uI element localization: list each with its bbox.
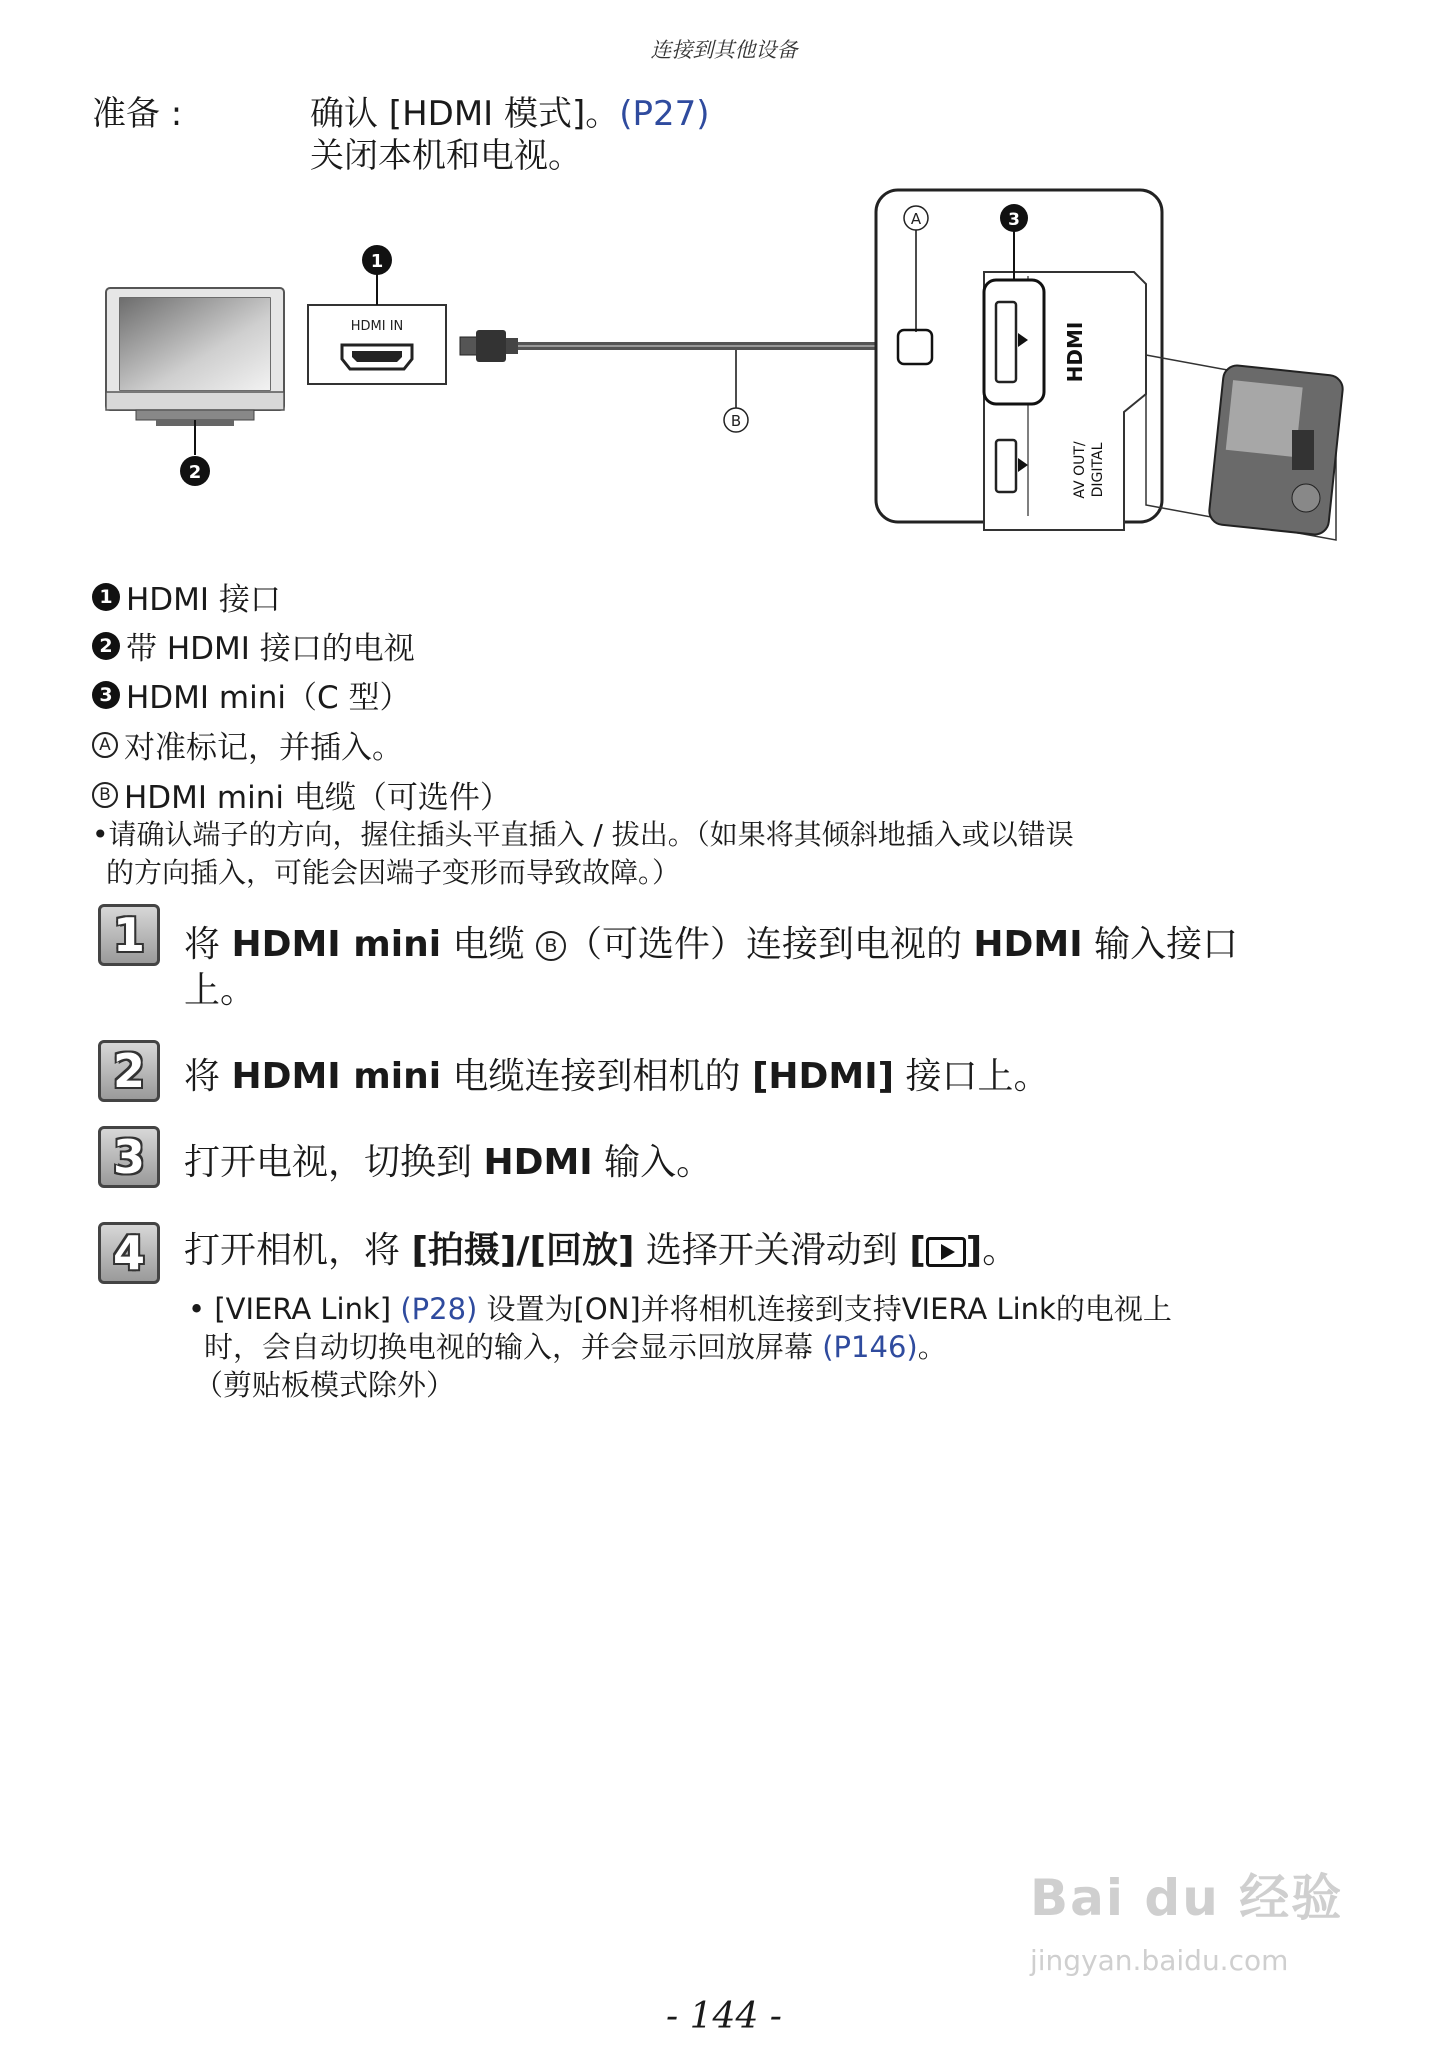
- camera-port-closeup: [876, 190, 1162, 530]
- connection-diagram: [96, 180, 1356, 560]
- step-2-number: 2: [98, 1040, 160, 1102]
- legend-item-2: [92, 623, 415, 668]
- step-4-note: • [VIERA Link] (P28) 设置为[ON]并将相机连接到支持VIERA Link的电视上 时，会自动切换电视的输入，并会显示回放屏幕 (P146)。 （剪贴板模式除外）: [188, 1292, 1172, 1402]
- hdmi-in-label: HDMI IN: [350, 319, 404, 334]
- marker-1-icon: [362, 245, 392, 275]
- tv-illustration: [106, 288, 284, 426]
- hdmi-in-panel: [308, 305, 446, 384]
- prep-page-link[interactable]: (P27): [619, 94, 710, 134]
- marker-1-text: 1: [370, 251, 384, 272]
- caution-note-line-2: 的方向插入，可能会因端子变形而导致故障。）: [106, 856, 681, 889]
- marker-a-icon: [904, 206, 928, 230]
- step-3-number: 3: [98, 1126, 160, 1188]
- bullet: •: [92, 818, 109, 851]
- port-label-hdmi: HDMI: [1063, 321, 1087, 383]
- prep-label: 准备 :: [92, 94, 183, 134]
- playback-page-link[interactable]: (P146): [822, 1330, 918, 1364]
- caution-note-line-1: [92, 816, 1362, 854]
- port-label-av-2: DIGITAL: [1090, 442, 1106, 498]
- baidu-watermark: [1030, 1858, 1390, 1998]
- prep-line-2: 关闭本机和电视。: [310, 136, 582, 176]
- step-2-text: 将 HDMI mini 电缆连接到相机的 [HDMI] 接口上。: [184, 1056, 1050, 1097]
- step-1-number: 1: [98, 904, 160, 966]
- legend-text-2: 带 HDMI 接口的电视: [126, 631, 415, 667]
- prep-line-1-text: 确认 [HDMI 模式]。: [310, 94, 620, 134]
- section-header: 连接到其他设备: [650, 38, 798, 62]
- step-3-text: 打开电视，切换到 HDMI 输入。: [184, 1142, 713, 1183]
- caution-note: [92, 816, 1362, 892]
- legend-text-3: HDMI mini（C 型）: [126, 680, 411, 716]
- page-number: - 144 -: [666, 1996, 782, 2037]
- legend-marker-a: A: [92, 732, 118, 758]
- legend-item-b: [92, 772, 511, 817]
- legend-text-1: HDMI 接口: [126, 582, 281, 618]
- legend-marker-1: 1: [92, 583, 120, 611]
- camera-illustration: [1146, 355, 1344, 540]
- legend-item-a: [92, 722, 403, 767]
- legend-marker-2: 2: [92, 632, 120, 660]
- step-1-text: 将 HDMI mini 电缆 B （可选件）连接到电视的 HDMI 输入接口 上。: [184, 924, 1239, 1011]
- step-4-text: 打开相机，将 [拍摄]/[回放] 选择开关滑动到 [ ]。: [184, 1230, 1019, 1271]
- port-label-av-1: AV OUT/: [1072, 441, 1088, 499]
- legend-text-a: 对准标记，并插入。: [124, 730, 403, 766]
- play-icon: [926, 1237, 966, 1267]
- marker-2-icon: [180, 456, 210, 486]
- marker-3-text: 3: [1008, 210, 1020, 230]
- caution-text-1: 请确认端子的方向，握住插头平直插入 / 拔出。（如果将其倾斜地插入或以错误: [108, 818, 1074, 851]
- legend-marker-3: 3: [92, 681, 120, 709]
- legend-item-1: [92, 574, 281, 619]
- marker-3-icon: [1000, 204, 1028, 232]
- legend-item-3: [92, 672, 411, 717]
- marker-a-text: A: [910, 210, 922, 228]
- viera-link-page-link[interactable]: (P28): [400, 1292, 478, 1326]
- marker-2-text: 2: [188, 462, 202, 483]
- step-1-marker-b: B: [536, 931, 566, 961]
- watermark-logo: Bai du 经验: [1030, 1869, 1344, 1927]
- marker-b-text: B: [730, 412, 742, 430]
- watermark-url: jingyan.baidu.com: [1030, 1944, 1289, 1977]
- step-4-number: 4: [98, 1222, 160, 1284]
- marker-b-icon: [724, 408, 748, 432]
- legend-text-b: HDMI mini 电缆（可选件）: [124, 780, 511, 816]
- legend-marker-b: B: [92, 782, 118, 808]
